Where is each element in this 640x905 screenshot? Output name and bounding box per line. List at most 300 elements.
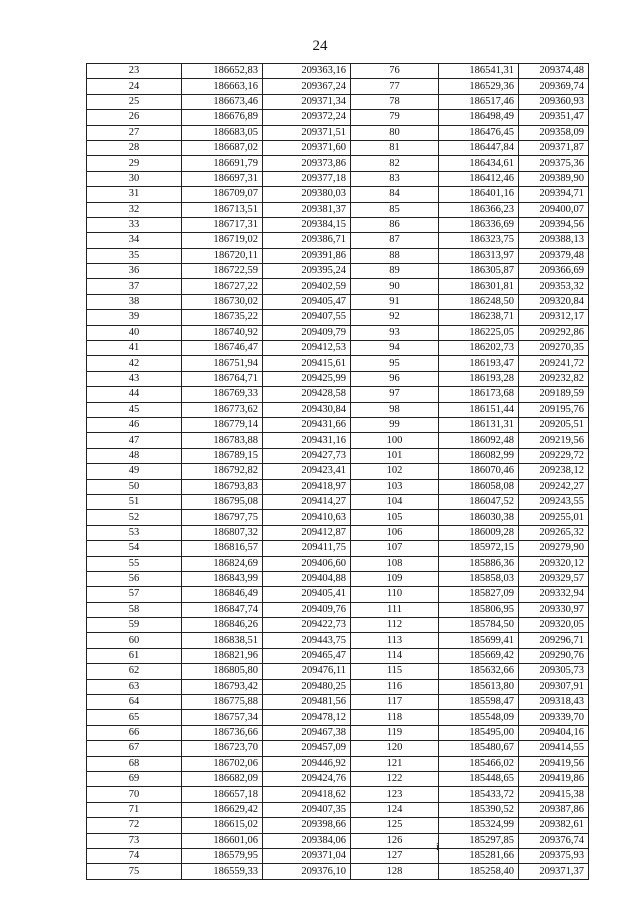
table-row [87,633,589,648]
point-number-left: 53 [87,525,182,540]
footnote-mark: i [436,842,439,853]
x-coordinate-right: 186541,31 [439,64,519,79]
y-coordinate-right: 209265,32 [519,525,589,540]
point-number-left: 23 [87,64,182,79]
point-number-left: 73 [87,833,182,848]
x-coordinate-left: 186751,94 [182,356,263,371]
point-number-right: 106 [351,525,439,540]
table-row [87,618,589,633]
point-number-left: 36 [87,264,182,279]
y-coordinate-left: 209467,38 [263,725,351,740]
point-number-right: 110 [351,587,439,602]
x-coordinate-left: 186775,88 [182,695,263,710]
x-coordinate-left: 186764,71 [182,371,263,386]
y-coordinate-right: 209369,74 [519,79,589,94]
point-number-right: 91 [351,294,439,309]
table-row [87,695,589,710]
point-number-right: 114 [351,648,439,663]
x-coordinate-right: 186401,16 [439,187,519,202]
y-coordinate-right: 209229,72 [519,448,589,463]
table-row [87,494,589,509]
x-coordinate-left: 186601,06 [182,833,263,848]
point-number-right: 100 [351,433,439,448]
x-coordinate-right: 186323,75 [439,233,519,248]
table-row [87,217,589,232]
y-coordinate-right: 209374,48 [519,64,589,79]
x-coordinate-right: 185324,99 [439,818,519,833]
y-coordinate-left: 209427,73 [263,448,351,463]
x-coordinate-left: 186579,95 [182,848,263,863]
point-number-right: 102 [351,464,439,479]
x-coordinate-right: 186498,49 [439,110,519,125]
y-coordinate-right: 209307,91 [519,679,589,694]
point-number-right: 123 [351,787,439,802]
point-number-left: 68 [87,756,182,771]
table-row [87,417,589,432]
point-number-left: 32 [87,202,182,217]
point-number-left: 49 [87,464,182,479]
point-number-left: 69 [87,771,182,786]
y-coordinate-right: 209360,93 [519,94,589,109]
y-coordinate-left: 209376,10 [263,864,351,879]
y-coordinate-left: 209405,41 [263,587,351,602]
table-row [87,802,589,817]
coordinates-table-body [87,64,589,880]
point-number-left: 56 [87,571,182,586]
x-coordinate-right: 185390,52 [439,802,519,817]
table-row [87,464,589,479]
point-number-left: 58 [87,602,182,617]
point-number-right: 93 [351,325,439,340]
y-coordinate-right: 209419,86 [519,771,589,786]
table-row [87,325,589,340]
x-coordinate-left: 186797,75 [182,510,263,525]
y-coordinate-left: 209480,25 [263,679,351,694]
y-coordinate-right: 209292,86 [519,325,589,340]
table-row [87,310,589,325]
y-coordinate-right: 209320,12 [519,556,589,571]
y-coordinate-left: 209418,62 [263,787,351,802]
point-number-left: 27 [87,125,182,140]
y-coordinate-left: 209422,73 [263,618,351,633]
table-row [87,725,589,740]
x-coordinate-right: 185784,50 [439,618,519,633]
y-coordinate-right: 209243,55 [519,494,589,509]
y-coordinate-left: 209465,47 [263,648,351,663]
point-number-right: 126 [351,833,439,848]
point-number-right: 82 [351,156,439,171]
point-number-right: 107 [351,541,439,556]
x-coordinate-left: 186807,32 [182,525,263,540]
y-coordinate-left: 209363,16 [263,64,351,79]
point-number-right: 115 [351,664,439,679]
y-coordinate-left: 209415,61 [263,356,351,371]
x-coordinate-right: 186173,68 [439,387,519,402]
point-number-left: 30 [87,171,182,186]
x-coordinate-right: 186047,52 [439,494,519,509]
x-coordinate-left: 186783,88 [182,433,263,448]
point-number-right: 87 [351,233,439,248]
point-number-right: 125 [351,818,439,833]
y-coordinate-right: 209219,56 [519,433,589,448]
y-coordinate-right: 209290,76 [519,648,589,663]
x-coordinate-right: 185258,40 [439,864,519,879]
y-coordinate-left: 209407,35 [263,802,351,817]
x-coordinate-right: 185598,47 [439,695,519,710]
y-coordinate-left: 209395,24 [263,264,351,279]
table-row [87,79,589,94]
table-row [87,279,589,294]
coordinates-table [86,63,589,880]
table-row [87,848,589,863]
point-number-left: 34 [87,233,182,248]
table-row [87,864,589,879]
y-coordinate-right: 209329,57 [519,571,589,586]
point-number-left: 72 [87,818,182,833]
x-coordinate-left: 186691,79 [182,156,263,171]
x-coordinate-right: 186248,50 [439,294,519,309]
y-coordinate-right: 209389,90 [519,171,589,186]
x-coordinate-right: 185433,72 [439,787,519,802]
point-number-left: 40 [87,325,182,340]
table-row [87,64,589,79]
y-coordinate-left: 209409,76 [263,602,351,617]
table-row [87,664,589,679]
point-number-right: 84 [351,187,439,202]
point-number-right: 121 [351,756,439,771]
point-number-left: 26 [87,110,182,125]
table-row [87,756,589,771]
x-coordinate-left: 186757,34 [182,710,263,725]
x-coordinate-left: 186702,06 [182,756,263,771]
table-row [87,741,589,756]
point-number-right: 89 [351,264,439,279]
x-coordinate-left: 186682,09 [182,771,263,786]
point-number-right: 92 [351,310,439,325]
point-number-right: 120 [351,741,439,756]
y-coordinate-left: 209446,92 [263,756,351,771]
point-number-left: 25 [87,94,182,109]
y-coordinate-right: 209375,93 [519,848,589,863]
y-coordinate-right: 209351,47 [519,110,589,125]
table-row [87,371,589,386]
point-number-left: 44 [87,387,182,402]
y-coordinate-left: 209372,24 [263,110,351,125]
x-coordinate-right: 185548,09 [439,710,519,725]
y-coordinate-left: 209476,11 [263,664,351,679]
x-coordinate-right: 185613,80 [439,679,519,694]
table-row [87,510,589,525]
x-coordinate-right: 185669,42 [439,648,519,663]
point-number-left: 67 [87,741,182,756]
point-number-left: 62 [87,664,182,679]
x-coordinate-left: 186793,42 [182,679,263,694]
x-coordinate-left: 186846,26 [182,618,263,633]
y-coordinate-left: 209412,87 [263,525,351,540]
x-coordinate-left: 186657,18 [182,787,263,802]
y-coordinate-left: 209414,27 [263,494,351,509]
point-number-right: 97 [351,387,439,402]
x-coordinate-right: 186301,81 [439,279,519,294]
x-coordinate-right: 185448,65 [439,771,519,786]
x-coordinate-left: 186720,11 [182,248,263,263]
point-number-left: 43 [87,371,182,386]
table-row [87,294,589,309]
x-coordinate-left: 186723,70 [182,741,263,756]
x-coordinate-left: 186816,57 [182,541,263,556]
y-coordinate-left: 209367,24 [263,79,351,94]
y-coordinate-right: 209339,70 [519,710,589,725]
y-coordinate-left: 209481,56 [263,695,351,710]
y-coordinate-left: 209398,66 [263,818,351,833]
x-coordinate-left: 186838,51 [182,633,263,648]
y-coordinate-left: 209431,16 [263,433,351,448]
y-coordinate-left: 209407,55 [263,310,351,325]
table-row [87,556,589,571]
point-number-left: 59 [87,618,182,633]
point-number-left: 29 [87,156,182,171]
point-number-right: 95 [351,356,439,371]
y-coordinate-left: 209418,97 [263,479,351,494]
y-coordinate-left: 209478,12 [263,710,351,725]
y-coordinate-left: 209410,63 [263,510,351,525]
table-row [87,140,589,155]
y-coordinate-right: 209330,97 [519,602,589,617]
point-number-left: 47 [87,433,182,448]
point-number-left: 48 [87,448,182,463]
y-coordinate-left: 209424,76 [263,771,351,786]
x-coordinate-right: 186336,69 [439,217,519,232]
x-coordinate-left: 186740,92 [182,325,263,340]
table-row [87,787,589,802]
y-coordinate-right: 209279,90 [519,541,589,556]
point-number-left: 45 [87,402,182,417]
y-coordinate-right: 209189,59 [519,387,589,402]
x-coordinate-left: 186717,31 [182,217,263,232]
point-number-right: 96 [351,371,439,386]
x-coordinate-right: 185480,67 [439,741,519,756]
x-coordinate-left: 186629,42 [182,802,263,817]
table-row [87,479,589,494]
y-coordinate-right: 209415,38 [519,787,589,802]
y-coordinate-left: 209431,66 [263,417,351,432]
x-coordinate-right: 185466,02 [439,756,519,771]
table-row [87,433,589,448]
table-row [87,818,589,833]
table-row [87,710,589,725]
y-coordinate-right: 209394,71 [519,187,589,202]
point-number-right: 117 [351,695,439,710]
table-row [87,448,589,463]
point-number-left: 54 [87,541,182,556]
y-coordinate-left: 209423,41 [263,464,351,479]
table-row [87,387,589,402]
y-coordinate-right: 209242,27 [519,479,589,494]
table-row [87,202,589,217]
y-coordinate-right: 209305,73 [519,664,589,679]
point-number-left: 46 [87,417,182,432]
point-number-left: 71 [87,802,182,817]
x-coordinate-right: 186225,05 [439,325,519,340]
x-coordinate-right: 186009,28 [439,525,519,540]
point-number-left: 65 [87,710,182,725]
x-coordinate-left: 186789,15 [182,448,263,463]
point-number-right: 104 [351,494,439,509]
point-number-right: 119 [351,725,439,740]
point-number-right: 83 [351,171,439,186]
point-number-right: 122 [351,771,439,786]
point-number-left: 24 [87,79,182,94]
point-number-left: 57 [87,587,182,602]
y-coordinate-right: 209312,17 [519,310,589,325]
y-coordinate-right: 209404,16 [519,725,589,740]
x-coordinate-right: 186202,73 [439,341,519,356]
x-coordinate-left: 186713,51 [182,202,263,217]
x-coordinate-right: 186030,38 [439,510,519,525]
point-number-left: 60 [87,633,182,648]
point-number-left: 55 [87,556,182,571]
table-row [87,541,589,556]
table-row [87,233,589,248]
x-coordinate-left: 186843,99 [182,571,263,586]
y-coordinate-right: 209375,36 [519,156,589,171]
table-row [87,94,589,109]
table-row [87,679,589,694]
point-number-left: 38 [87,294,182,309]
x-coordinate-right: 186366,23 [439,202,519,217]
y-coordinate-left: 209430,84 [263,402,351,417]
point-number-left: 42 [87,356,182,371]
point-number-left: 31 [87,187,182,202]
point-number-left: 50 [87,479,182,494]
x-coordinate-left: 186663,16 [182,79,263,94]
point-number-right: 85 [351,202,439,217]
x-coordinate-right: 186517,46 [439,94,519,109]
point-number-left: 70 [87,787,182,802]
y-coordinate-left: 209371,60 [263,140,351,155]
x-coordinate-right: 186476,45 [439,125,519,140]
y-coordinate-right: 209388,13 [519,233,589,248]
x-coordinate-left: 186730,02 [182,294,263,309]
x-coordinate-right: 185699,41 [439,633,519,648]
x-coordinate-right: 185632,66 [439,664,519,679]
point-number-right: 98 [351,402,439,417]
x-coordinate-left: 186709,07 [182,187,263,202]
x-coordinate-right: 186151,44 [439,402,519,417]
point-number-right: 78 [351,94,439,109]
table-row [87,110,589,125]
table-row [87,264,589,279]
point-number-left: 33 [87,217,182,232]
point-number-right: 79 [351,110,439,125]
point-number-left: 75 [87,864,182,879]
y-coordinate-left: 209391,86 [263,248,351,263]
y-coordinate-right: 209318,43 [519,695,589,710]
x-coordinate-left: 186722,59 [182,264,263,279]
x-coordinate-left: 186805,80 [182,664,263,679]
x-coordinate-right: 185281,66 [439,848,519,863]
table-row [87,171,589,186]
y-coordinate-right: 209379,48 [519,248,589,263]
point-number-right: 88 [351,248,439,263]
point-number-right: 76 [351,64,439,79]
x-coordinate-right: 186434,61 [439,156,519,171]
x-coordinate-left: 186773,62 [182,402,263,417]
x-coordinate-left: 186795,08 [182,494,263,509]
x-coordinate-left: 186821,96 [182,648,263,663]
table-row [87,525,589,540]
y-coordinate-right: 209320,05 [519,618,589,633]
point-number-right: 112 [351,618,439,633]
y-coordinate-right: 209376,74 [519,833,589,848]
x-coordinate-right: 185886,36 [439,556,519,571]
point-number-right: 105 [351,510,439,525]
y-coordinate-left: 209412,53 [263,341,351,356]
x-coordinate-left: 186736,66 [182,725,263,740]
x-coordinate-left: 186846,49 [182,587,263,602]
point-number-left: 74 [87,848,182,863]
y-coordinate-left: 209402,59 [263,279,351,294]
point-number-right: 124 [351,802,439,817]
point-number-left: 66 [87,725,182,740]
y-coordinate-right: 209394,56 [519,217,589,232]
x-coordinate-left: 186779,14 [182,417,263,432]
point-number-right: 80 [351,125,439,140]
x-coordinate-left: 186793,83 [182,479,263,494]
y-coordinate-left: 209425,99 [263,371,351,386]
point-number-right: 108 [351,556,439,571]
table-row [87,402,589,417]
table-row [87,356,589,371]
y-coordinate-right: 209232,82 [519,371,589,386]
y-coordinate-right: 209400,07 [519,202,589,217]
x-coordinate-left: 186697,31 [182,171,263,186]
x-coordinate-left: 186727,22 [182,279,263,294]
y-coordinate-left: 209428,58 [263,387,351,402]
point-number-right: 101 [351,448,439,463]
y-coordinate-left: 209384,06 [263,833,351,848]
y-coordinate-left: 209405,47 [263,294,351,309]
x-coordinate-right: 185297,85 [439,833,519,848]
point-number-left: 35 [87,248,182,263]
x-coordinate-left: 186746,47 [182,341,263,356]
y-coordinate-right: 209296,71 [519,633,589,648]
x-coordinate-left: 186769,33 [182,387,263,402]
x-coordinate-left: 186792,82 [182,464,263,479]
page-number: 24 [312,38,328,54]
y-coordinate-right: 209205,51 [519,417,589,432]
point-number-left: 61 [87,648,182,663]
y-coordinate-right: 209353,32 [519,279,589,294]
point-number-right: 128 [351,864,439,879]
point-number-left: 63 [87,679,182,694]
y-coordinate-left: 209373,86 [263,156,351,171]
point-number-left: 28 [87,140,182,155]
y-coordinate-left: 209411,75 [263,541,351,556]
point-number-left: 41 [87,341,182,356]
point-number-right: 94 [351,341,439,356]
point-number-left: 39 [87,310,182,325]
x-coordinate-left: 186719,02 [182,233,263,248]
x-coordinate-right: 186058,08 [439,479,519,494]
point-number-right: 81 [351,140,439,155]
x-coordinate-left: 186687,02 [182,140,263,155]
y-coordinate-right: 209238,12 [519,464,589,479]
table-row [87,833,589,848]
y-coordinate-left: 209457,09 [263,741,351,756]
y-coordinate-right: 209414,55 [519,741,589,756]
y-coordinate-left: 209380,03 [263,187,351,202]
